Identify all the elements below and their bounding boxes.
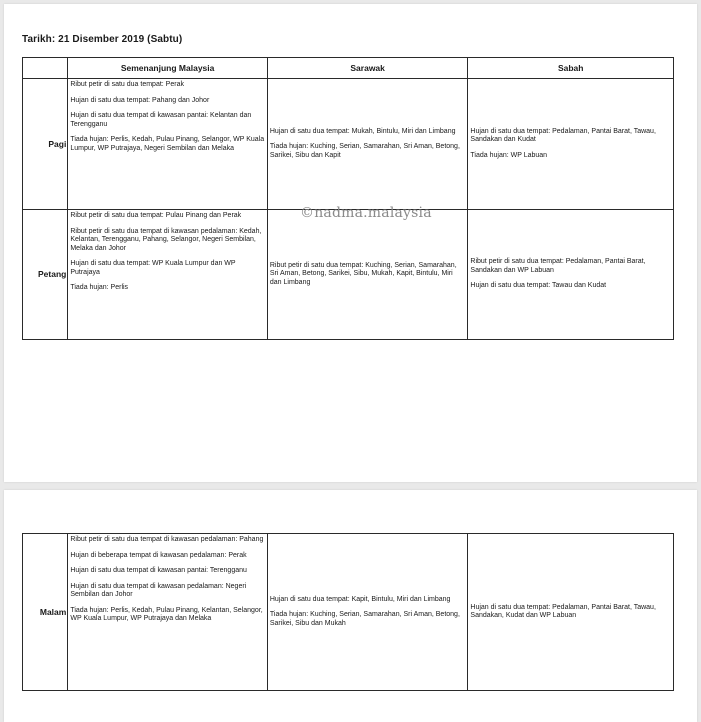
row-pagi <box>23 79 674 210</box>
header-sarawak: Sarawak <box>267 58 468 79</box>
header-sabah: Sabah <box>468 58 674 79</box>
forecast-entry: Ribut petir di satu dua tempat di kawasan pedalaman: Pahang <box>70 536 264 543</box>
forecast-entry: Tiada hujan: Perlis <box>70 284 129 291</box>
forecast-entry: Tiada hujan: Kuching, Serian, Samarahan, Sri Aman, Betong, Sarikei, Sibu dan Kapit <box>269 143 460 159</box>
row-petang <box>23 210 674 340</box>
forecast-entry: Ribut petir di satu dua tempat: Kuching, Serian, Samarahan, Sri Aman, Betong, Sarikei, Sibu, Mukah, Kapit, Bintulu, Miri dan Limbang <box>269 261 457 286</box>
forecast-entry: Hujan di satu dua tempat: Pedalaman, Pantai Barat, Tawau, Sandakan dan Kudat <box>470 127 656 144</box>
forecast-entry: Ribut petir di satu dua tempat: Perak <box>70 81 184 88</box>
header-semenanjung: Semenanjung Malaysia <box>68 58 268 79</box>
cell-pagi-semenanjung <box>68 79 268 210</box>
forecast-entry: Hujan di satu dua tempat di kawasan pantai: Terengganu <box>70 567 247 574</box>
watermark-text: ©nadma.malaysia <box>300 205 432 221</box>
cell-pagi-sabah <box>468 79 674 210</box>
forecast-entry: Ribut petir di satu dua tempat: Pedalaman, Pantai Barat, Sandakan dan WP Labuan <box>470 258 646 274</box>
cell-malam-sarawak <box>267 534 468 691</box>
header-empty-cell <box>23 58 68 79</box>
forecast-entry: Hujan di satu dua tempat di kawasan pedalaman: Negeri Sembilan dan Johor <box>70 582 247 598</box>
forecast-entry: Hujan di satu dua tempat di kawasan pantai: Kelantan dan Terengganu <box>70 112 252 128</box>
forecast-date-title: Tarikh: 21 Disember 2019 (Sabtu) <box>22 34 183 45</box>
forecast-entry: Hujan di satu dua tempat: Pedalaman, Pantai Barat, Tawau, Sandakan, Kudat dan WP Labuan <box>470 603 656 619</box>
forecast-entry: Tiada hujan: Perlis, Kedah, Pulau Pinang, Kelantan, Selangor, WP Kuala Lumpur, WP Putrajaya dan Melaka <box>70 606 263 622</box>
forecast-entry: Tiada hujan: Kuching, Serian, Samarahan, Sri Aman, Betong, Sarikei, Sibu dan Mukah <box>269 611 460 627</box>
forecast-entry: Tiada hujan: WP Labuan <box>470 151 548 159</box>
forecast-entry: Hujan di satu dua tempat: Kapit, Bintulu, Miri dan Limbang <box>269 595 451 603</box>
forecast-table-night <box>22 533 674 691</box>
forecast-entry: Hujan di satu dua tempat: Mukah, Bintulu, Miri dan Limbang <box>269 127 456 135</box>
cell-petang-semenanjung <box>68 210 268 340</box>
header-row <box>23 58 674 79</box>
cell-petang-sabah <box>468 210 674 340</box>
forecast-entry: Hujan di beberapa tempat di kawasan pedalaman: Perak <box>70 551 247 559</box>
forecast-entry: Ribut petir di satu dua tempat di kawasan pedalaman: Kedah, Kelantan, Terengganu, Pahang, Selangor, Negeri Sembilan, Melaka dan Johor <box>70 227 262 252</box>
cell-malam-sabah <box>468 534 674 691</box>
forecast-table-day <box>22 57 674 340</box>
cell-malam-semenanjung <box>68 534 268 691</box>
row-malam <box>23 534 674 691</box>
forecast-entry: Tiada hujan: Perlis, Kedah, Pulau Pinang, Selangor, WP Kuala Lumpur, WP Putrajaya, Negeri Sembilan dan Melaka <box>70 136 265 152</box>
cell-petang-sarawak <box>267 210 468 340</box>
forecast-entry: Ribut petir di satu dua tempat: Pulau Pinang dan Perak <box>70 212 242 219</box>
period-label-malam: Malam <box>23 534 68 691</box>
forecast-entry: Hujan di satu dua tempat: Tawau dan Kudat <box>470 282 607 290</box>
period-label-pagi: Pagi <box>23 79 68 210</box>
forecast-entry: Hujan di satu dua tempat: Pahang dan Johor <box>70 96 210 104</box>
forecast-entry: Hujan di satu dua tempat: WP Kuala Lumpur dan WP Putrajaya <box>70 260 236 276</box>
period-label-petang: Petang <box>23 210 68 340</box>
cell-pagi-sarawak <box>267 79 468 210</box>
